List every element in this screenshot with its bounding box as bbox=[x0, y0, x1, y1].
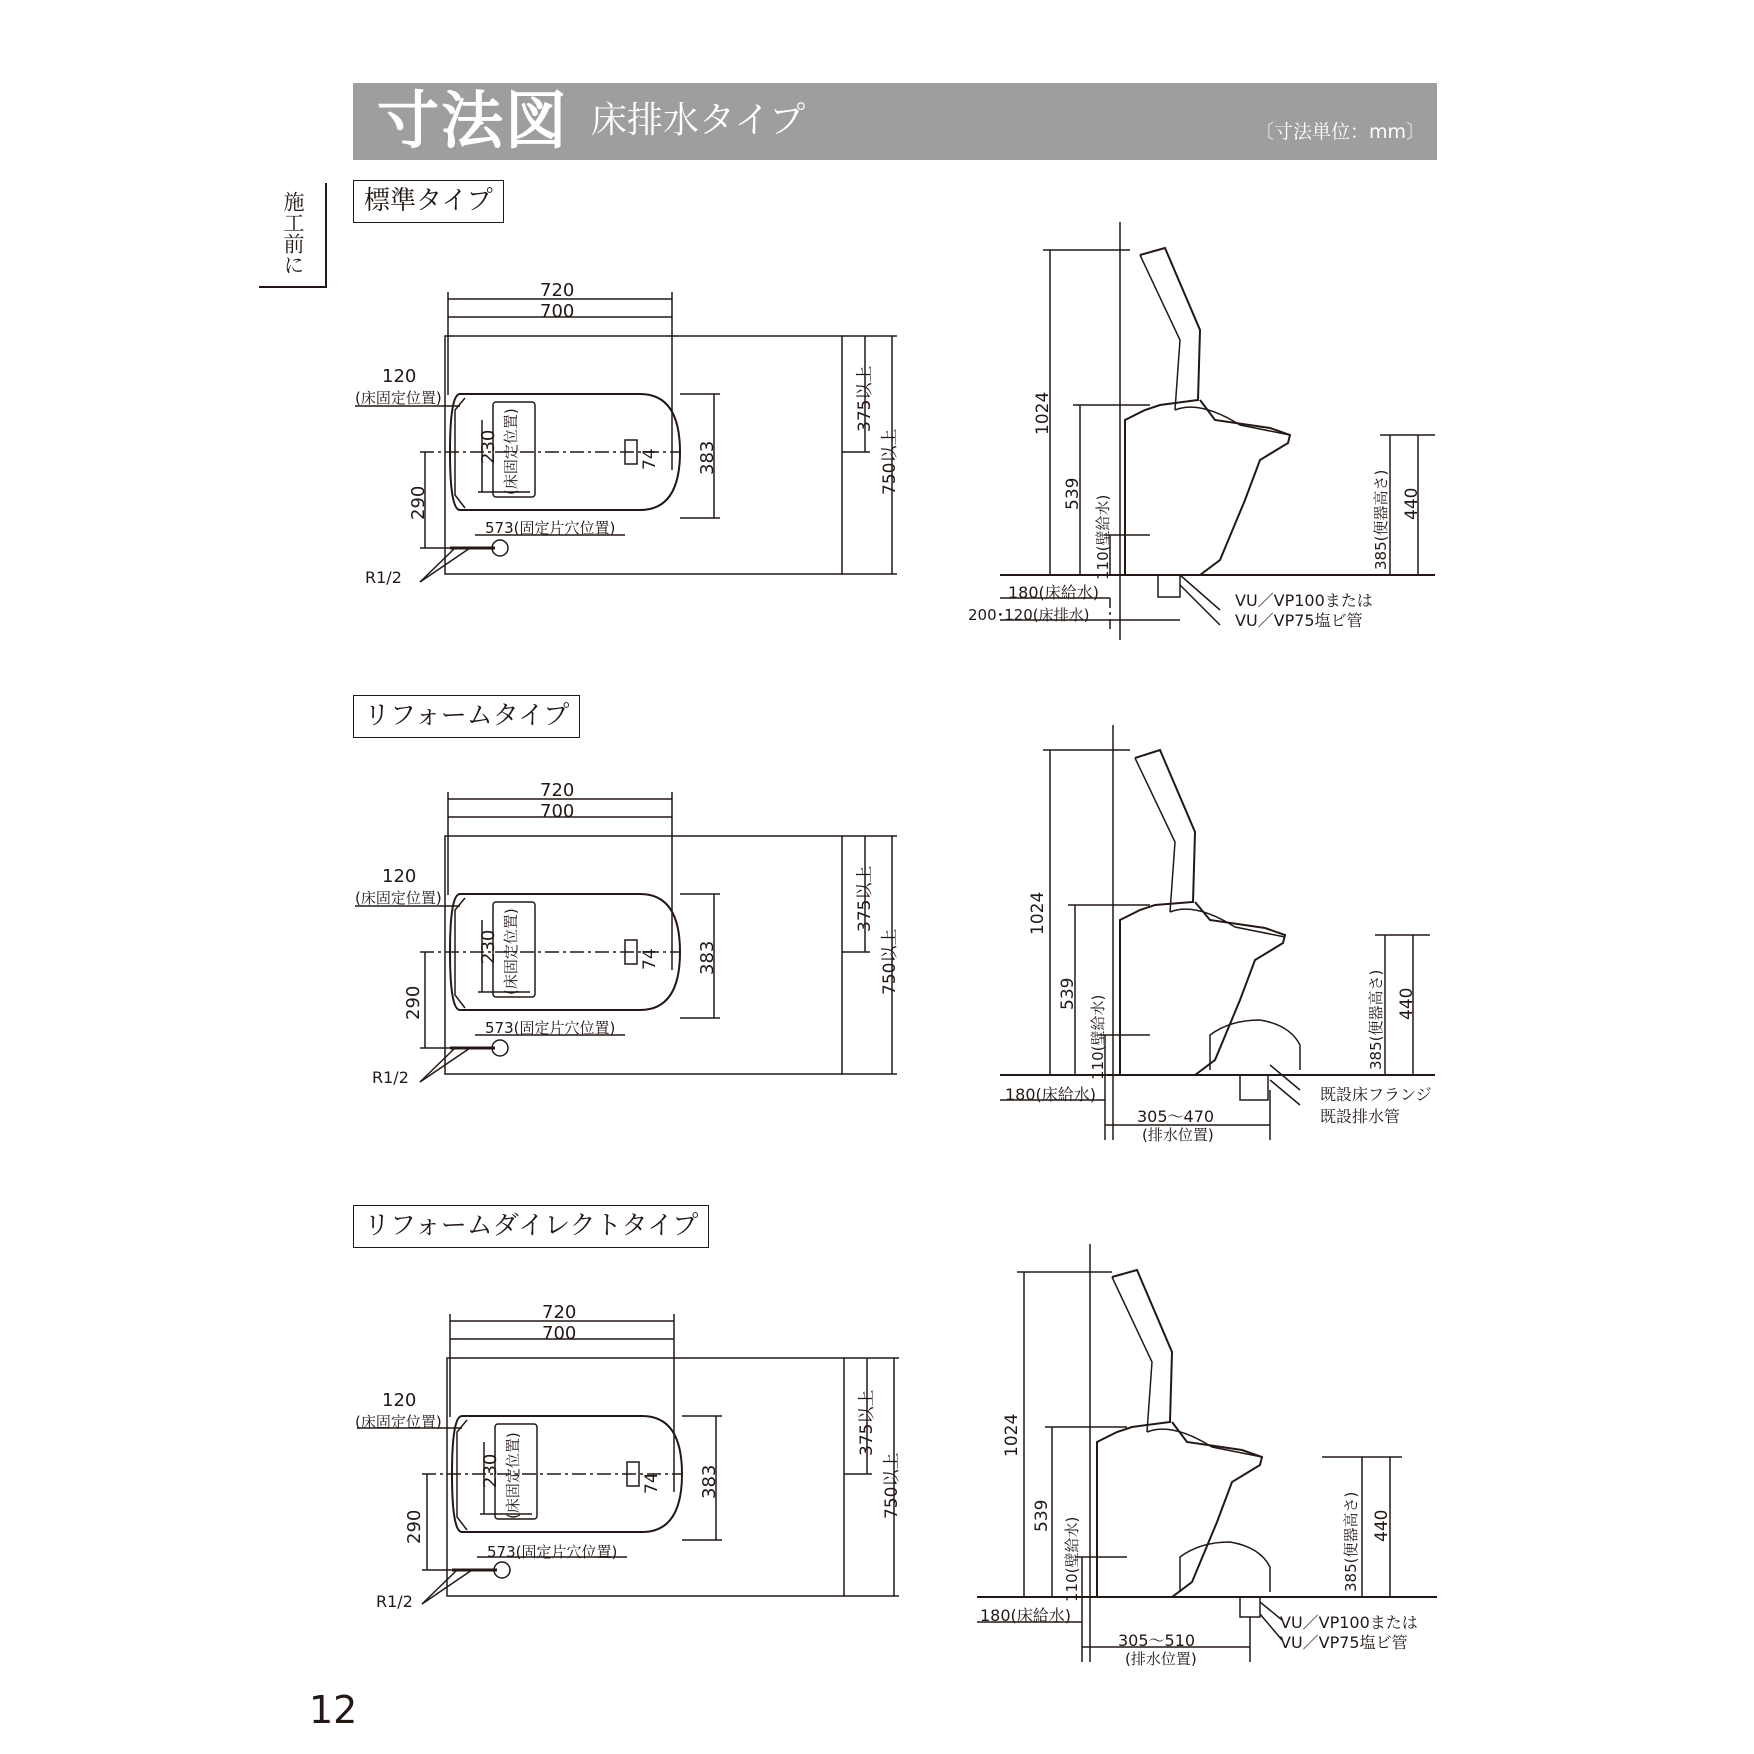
pipe-note-1: VU／VP100または bbox=[1280, 1613, 1418, 1632]
dim-290: 290 bbox=[404, 1509, 425, 1544]
pipe-note-2: VU／VP75塩ビ管 bbox=[1235, 611, 1363, 630]
dim-110: 110(壁給水) bbox=[1094, 494, 1112, 580]
section-label-reform: リフォームタイプ bbox=[353, 695, 580, 738]
drain-range: 305〜470 bbox=[1137, 1107, 1215, 1126]
flange-note: 既設床フランジ bbox=[1320, 1085, 1432, 1104]
dim-720: 720 bbox=[540, 280, 575, 301]
floor-fix-label: (床固定位置) bbox=[355, 889, 442, 907]
dim-290: 290 bbox=[403, 985, 424, 1020]
floor-fix-label: (床固定位置) bbox=[355, 1413, 442, 1431]
dim-750: 750以上 bbox=[880, 428, 900, 495]
dim-230: 230 bbox=[478, 929, 499, 964]
dim-440: 440 bbox=[1402, 487, 1422, 520]
dim-700: 700 bbox=[542, 1323, 577, 1344]
dim-383: 383 bbox=[699, 1464, 720, 1499]
dim-440: 440 bbox=[1397, 987, 1417, 1020]
section-label-reform-direct: リフォームダイレクトタイプ bbox=[353, 1205, 709, 1248]
dim-230-note: (床固定位置) bbox=[502, 408, 520, 495]
dim-573: 573(固定片穴位置) bbox=[487, 1543, 618, 1561]
dim-74: 74 bbox=[640, 948, 660, 970]
dim-750: 750以上 bbox=[880, 928, 900, 995]
r12-label: R1/2 bbox=[376, 1592, 413, 1611]
dim-375: 375以上 bbox=[855, 365, 875, 432]
dim-74: 74 bbox=[642, 1472, 662, 1494]
dim-375: 375以上 bbox=[857, 1389, 877, 1456]
dim-1024: 1024 bbox=[1028, 891, 1048, 935]
dim-230: 230 bbox=[478, 429, 499, 464]
drain-range: 305〜510 bbox=[1118, 1631, 1196, 1650]
dim-230-note: (床固定位置) bbox=[504, 1432, 522, 1519]
dim-539: 539 bbox=[1058, 977, 1078, 1010]
section-reform-direct bbox=[0, 0, 1754, 500]
dim-383: 383 bbox=[697, 940, 718, 975]
dim-1024: 1024 bbox=[1002, 1413, 1022, 1457]
dim-230-note: (床固定位置) bbox=[502, 908, 520, 995]
pipe-note-1: VU／VP100または bbox=[1235, 591, 1373, 610]
dim-440: 440 bbox=[1372, 1509, 1392, 1542]
dim-720: 720 bbox=[540, 780, 575, 801]
pipe-note: 既設排水管 bbox=[1320, 1107, 1401, 1126]
floor-fix-label: (床固定位置) bbox=[355, 389, 442, 407]
dim-74: 74 bbox=[640, 448, 660, 470]
drain-position-label: (排水位置) bbox=[1125, 1650, 1197, 1668]
dim-700: 700 bbox=[540, 301, 575, 322]
dim-385: 385(便器高さ) bbox=[1342, 1491, 1360, 1592]
dim-385: 385(便器高さ) bbox=[1367, 969, 1385, 1070]
pipe-note-2: VU／VP75塩ビ管 bbox=[1280, 1633, 1408, 1652]
section-label-standard: 標準タイプ bbox=[353, 180, 504, 223]
page-subtitle: 床排水タイプ bbox=[591, 100, 806, 141]
drain-position-label: (排水位置) bbox=[1142, 1126, 1214, 1144]
dim-180: 180(床給水) bbox=[1008, 583, 1100, 602]
dim-385: 385(便器高さ) bbox=[1372, 469, 1390, 570]
page-title: 寸法図 bbox=[377, 84, 570, 157]
dim-120: 120 bbox=[382, 366, 417, 387]
dim-1024: 1024 bbox=[1033, 391, 1053, 435]
dim-573: 573(固定片穴位置) bbox=[485, 1019, 616, 1037]
page-number: 12 bbox=[309, 1688, 358, 1732]
dim-290: 290 bbox=[408, 485, 429, 520]
dim-700: 700 bbox=[540, 801, 575, 822]
dim-180: 180(床給水) bbox=[1005, 1085, 1097, 1104]
unit-note: 〔寸法単位：mm〕 bbox=[1254, 121, 1425, 143]
r12-label: R1/2 bbox=[365, 568, 402, 587]
dim-180: 180(床給水) bbox=[980, 1606, 1072, 1625]
r12-label: R1/2 bbox=[372, 1068, 409, 1087]
dim-230: 230 bbox=[480, 1453, 501, 1488]
dim-200: 200･120(床排水) bbox=[968, 606, 1090, 624]
dim-120: 120 bbox=[382, 866, 417, 887]
side-tab-label: 施工前に bbox=[281, 191, 305, 275]
dim-720: 720 bbox=[542, 1302, 577, 1323]
dim-750: 750以上 bbox=[882, 1452, 902, 1519]
dim-383: 383 bbox=[697, 440, 718, 475]
dim-110: 110(壁給水) bbox=[1089, 994, 1107, 1080]
dim-120: 120 bbox=[382, 1390, 417, 1411]
dim-539: 539 bbox=[1032, 1499, 1052, 1532]
dim-573: 573(固定片穴位置) bbox=[485, 519, 616, 537]
dim-539: 539 bbox=[1063, 477, 1083, 510]
dim-110: 110(壁給水) bbox=[1063, 1516, 1081, 1602]
dim-375: 375以上 bbox=[855, 865, 875, 932]
